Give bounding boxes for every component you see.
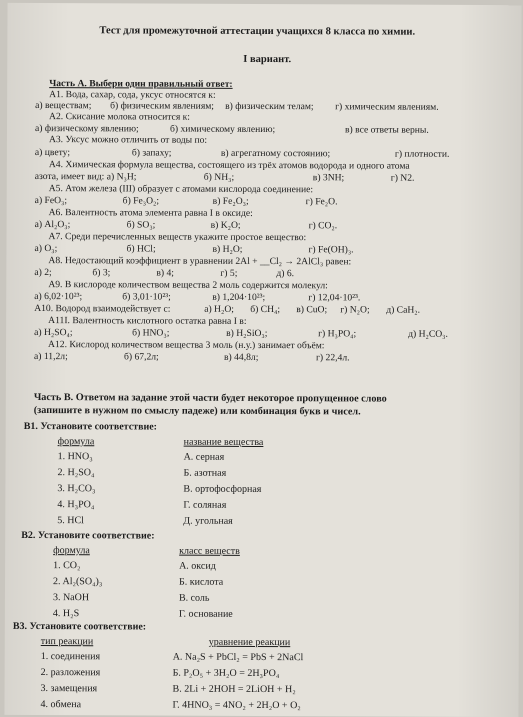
- answer-a: а) 6,02·10²³;: [34, 291, 83, 303]
- answer-c: в) агрегатному состоянию;: [220, 147, 331, 160]
- answer-b: б) HCl;: [126, 243, 156, 255]
- answer-e: д) H₂CO₃.: [408, 328, 448, 340]
- answer-a: а) физическому явлению;: [34, 123, 139, 135]
- b2-right-d: Г. основание: [178, 608, 233, 620]
- answers-a6: [7, 219, 521, 232]
- b2-right-a: А. оксид: [179, 560, 216, 572]
- answer-c: в) 3NH;: [312, 172, 345, 184]
- answer-c: в) все ответы верны.: [344, 124, 429, 136]
- b2-left-2: 2. Al₂(SO₄)₃: [53, 576, 103, 588]
- answer-c: в) 1,204·10²³;: [212, 291, 266, 304]
- b3-right-d: Г. 4HNO₃ = 4NO₂ + 2H₂O + O₂: [172, 699, 301, 712]
- b3-heading: В3. Установите соответствие:: [12, 620, 147, 633]
- b1-heading: В1. Установите соответствие:: [23, 420, 158, 433]
- answer-b: б) Fe₃O₂;: [122, 195, 160, 207]
- page-title: Тест для промежуточной аттестации учащихся 8 класса по химии.: [99, 25, 416, 38]
- answer-c: в) физическим телам;: [225, 100, 314, 113]
- answer-c: в) H₂O;: [212, 243, 243, 255]
- b2-left-3: 3. NaOH: [52, 592, 90, 604]
- question-text: А10. Водород взаимодействует с:: [34, 303, 171, 315]
- part-b-intro-line2: (запишите в нужном по смыслу падеже) или комбинация букв и чисел.: [33, 405, 361, 418]
- b3-left-1: 1. соединения: [40, 651, 101, 663]
- answer-c: в) Fe₂O₃;: [212, 195, 249, 207]
- b3-left-2: 2. разложения: [40, 667, 101, 679]
- answer-a: а) FeO₃;: [34, 195, 68, 207]
- answer-a: а) веществам;: [35, 100, 92, 112]
- b2-col-class: класс веществ: [179, 545, 240, 557]
- answer-b: б) 67,2л;: [123, 351, 159, 363]
- question-a12: А12. Кислород количеством вещества 3 моль (н.у.) занимает объём:: [48, 339, 325, 352]
- answer-b: б) физическим явлениям;: [110, 100, 215, 112]
- variant-label: I вариант.: [243, 53, 292, 66]
- answers-a8: [6, 267, 520, 280]
- b1-left-1: 1. HNO₃: [57, 451, 93, 463]
- answer-d: г) H₃PO₄;: [318, 328, 357, 340]
- answer-b: б) NH₃;: [203, 171, 235, 183]
- b2-right-c: В. соль: [178, 592, 210, 604]
- b2-heading: В2. Установите соответствие:: [21, 529, 155, 542]
- question-a6: А6. Валентность атома элемента равна I в оксиде:: [48, 207, 253, 219]
- answer-a: а) Al₂O₃;: [34, 219, 71, 231]
- part-b-intro-line1: Часть В. Ответом на задание этой части будет некоторое пропущенное слово: [33, 392, 387, 405]
- b1-right-d: Г. соляная: [183, 499, 227, 511]
- answer-d: г) Fe(OH)₃.: [308, 244, 354, 256]
- question-a5: А5. Атом железа (III) образует с атомами кислорода соединение:: [48, 183, 314, 196]
- b2-left-4: 4. H₂S: [52, 608, 80, 620]
- answer-b: б) HNO₃;: [132, 327, 170, 339]
- answer-d: г) Fe₂O.: [305, 196, 338, 208]
- b3-col-equation: уравнение реакции: [208, 636, 291, 649]
- answer-a: азота, имеет вид: а) N₃H;: [34, 171, 137, 183]
- answers-a4: [7, 171, 521, 184]
- question-a9: А9. В кислороде количеством вещества 2 моль содержится молекул:: [48, 279, 328, 292]
- answer-c: в) 44,8л;: [223, 351, 259, 363]
- b1-left-2: 2. H₂SO₄: [57, 467, 95, 479]
- b1-col-name: название вещества: [183, 436, 264, 449]
- b1-left-4: 4. H₃PO₄: [57, 499, 95, 511]
- answer-d: г) CO₂.: [308, 220, 338, 232]
- answer-a: а) 11,2л;: [33, 351, 68, 363]
- answers-a11: [6, 327, 520, 340]
- answer-c: в) CuO;: [296, 304, 328, 316]
- answers-a12: [6, 351, 520, 364]
- answers-a9: [6, 291, 520, 304]
- answer-d: г) N₂O;: [340, 304, 370, 316]
- answer-a: а) 2;: [34, 267, 52, 279]
- question-a3: А3. Уксус можно отличить от воды по:: [48, 134, 208, 146]
- answer-b: б) химическому явлению;: [169, 123, 276, 136]
- answer-e: д) 6.: [276, 268, 295, 280]
- answer-d: г) 22,4л.: [315, 352, 350, 364]
- answer-b: б) 3;: [92, 267, 111, 279]
- b3-col-type: тип реакции: [40, 636, 94, 648]
- answer-b: б) 3,01·10²³;: [122, 291, 171, 303]
- question-a4: А4. Химическая формула вещества, состоящего из трёх атомов водорода и одного атома: [48, 159, 410, 172]
- b1-right-e: Д. угольная: [183, 515, 233, 527]
- answer-c: в) 4;: [156, 267, 174, 279]
- answers-a7: [6, 243, 520, 256]
- answer-c: в) H₂SiO₃;: [226, 327, 268, 340]
- b2-left-1: 1. CO₂: [53, 560, 81, 572]
- answer-d: г) 12,04·10²³.: [308, 292, 361, 304]
- answer-d: г) химическим явлениям.: [335, 101, 439, 113]
- answer-a: а) H₂SO₄;: [34, 327, 73, 339]
- answers-a3: [7, 147, 521, 160]
- test-sheet: [4, 3, 521, 717]
- question-a7: А7. Среди перечисленных веществ укажите простое вещество:: [48, 231, 307, 244]
- b1-col-formula: формула: [57, 436, 95, 448]
- answer-a: а) O₃;: [34, 243, 58, 255]
- b1-right-a: А. серная: [183, 451, 225, 463]
- question-a10: [6, 303, 520, 316]
- answer-b: б) SO₃;: [126, 219, 156, 231]
- question-a8: А8. Недостающий коэффициент в уравнении 2Al + __Cl₂ → 2AlCl₃ равен:: [48, 255, 352, 268]
- b3-right-c: В. 2Li + 2HOH = 2LiOH + H₂: [172, 683, 296, 696]
- b1-right-c: В. ортофосфорная: [183, 483, 262, 495]
- answer-b: б) CH₄;: [250, 303, 281, 316]
- b3-left-4: 4. обмена: [40, 699, 82, 711]
- question-a1: А1. Вода, сахар, сода, уксус относятся к:: [49, 89, 216, 101]
- answer-d: г) 5;: [220, 267, 238, 279]
- b3-right-a: А. Na₂S + PbCl₂ = PbS + 2NaCl: [172, 651, 304, 664]
- answer-a: а) цвету;: [34, 147, 71, 159]
- answer-b: б) запаху;: [131, 147, 172, 159]
- answer-a: а) H₂O;: [204, 303, 234, 315]
- b1-left-5: 5. HCl: [57, 515, 84, 527]
- question-a2: А2. Скисание молока относится к:: [49, 111, 190, 123]
- question-a11: А11I. Валентность кислотного остатка равна I в:: [48, 315, 247, 327]
- b1-right-b: Б. азотная: [183, 467, 227, 479]
- b3-left-3: 3. замещения: [40, 683, 98, 695]
- answers-a5: [7, 195, 521, 208]
- part-a-heading: Часть А. Выбери один правильный ответ:: [49, 78, 233, 90]
- answer-d: г) плотности.: [394, 148, 450, 160]
- answer-c: в) K₂O;: [210, 219, 241, 231]
- answer-d: г) N2.: [390, 172, 415, 184]
- b1-left-3: 3. H₂CO₃: [57, 483, 96, 495]
- b2-col-formula: формула: [53, 545, 90, 557]
- answer-e: д) CaH₂.: [386, 304, 421, 316]
- b2-right-b: Б. кислота: [179, 576, 224, 588]
- b3-right-b: Б. P₂O₅ + 3H₂O = 2H₃PO₄: [172, 667, 280, 680]
